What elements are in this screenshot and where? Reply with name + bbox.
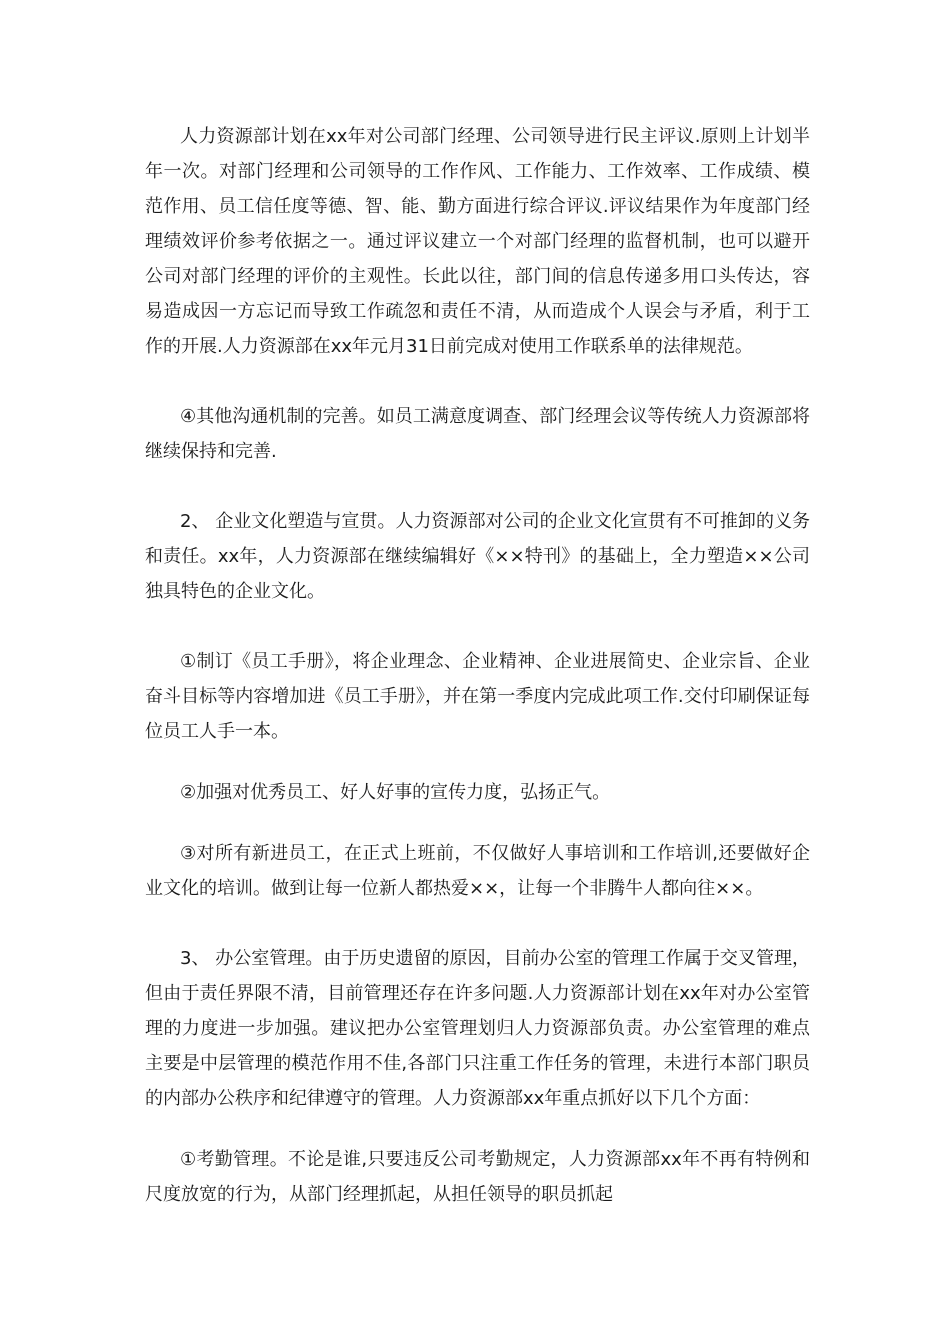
paragraph-evaluation: 人力资源部计划在xx年对公司部门经理、公司领导进行民主评议.原则上计划半年一次。对部门经理和公司领导的工作作风、工作能力、工作效率、工作成绩、模范作用、员工信任度等德、智、能、勤方面进行综合评议.评议结果作为年度部门经理绩效评价参考依据之一。通过评议建立一个对部门经理的监督机制，也可以避开公司对部门经理的评价的主观性。长此以往，部门间的信息传递多用口头传达，容易造成因一方忘记而导致工作疏忽和责任不清，从而造成个人误会与矛盾，利于工作的开展.人力资源部在xx年元月31日前完成对使用工作联系单的法律规范。 (145, 126, 810, 357)
paragraph-office-item-1: ①考勤管理。不论是谁,只要违反公司考勤规定，人力资源部xx年不再有特例和尺度放宽的行为，从部门经理抓起，从担任领导的职员抓起 (145, 1149, 810, 1205)
paragraph-communication-item-4: ④其他沟通机制的完善。如员工满意度调查、部门经理会议等传统人力资源部将继续保持和完善. (145, 406, 810, 462)
paragraph-section-2-culture: 2、 企业文化塑造与宣贯。人力资源部对公司的企业文化宣贯有不可推卸的义务和责任。xx年，人力资源部在继续编辑好《××特刊》的基础上，全力塑造××公司独具特色的企业文化。 (145, 511, 810, 602)
paragraph-section-3-office: 3、 办公室管理。由于历史遗留的原因，目前办公室的管理工作属于交叉管理，但由于责任界限不清，目前管理还存在许多问题.人力资源部计划在xx年对办公室管理的力度进一步加强。建议把办公室管理划归人力资源部负责。办公室管理的难点主要是中层管理的模范作用不佳,各部门只注重工作任务的管理，未进行本部门职员的内部办公秩序和纪律遵守的管理。人力资源部xx年重点抓好以下几个方面： (145, 948, 810, 1109)
document-body (145, 119, 810, 1212)
paragraph-culture-item-1: ①制订《员工手册》，将企业理念、企业精神、企业进展简史、企业宗旨、企业奋斗目标等内容增加进《员工手册》，并在第一季度内完成此项工作.交付印刷保证每位员工人手一本。 (145, 651, 810, 742)
paragraph-culture-item-3: ③对所有新进员工，在正式上班前，不仅做好人事培训和工作培训,还要做好企业文化的培训。做到让每一位新人都热爱××，让每一个非腾牛人都向往××。 (145, 843, 810, 899)
paragraph-culture-item-2: ②加强对优秀员工、好人好事的宣传力度，弘扬正气。 (180, 782, 611, 803)
